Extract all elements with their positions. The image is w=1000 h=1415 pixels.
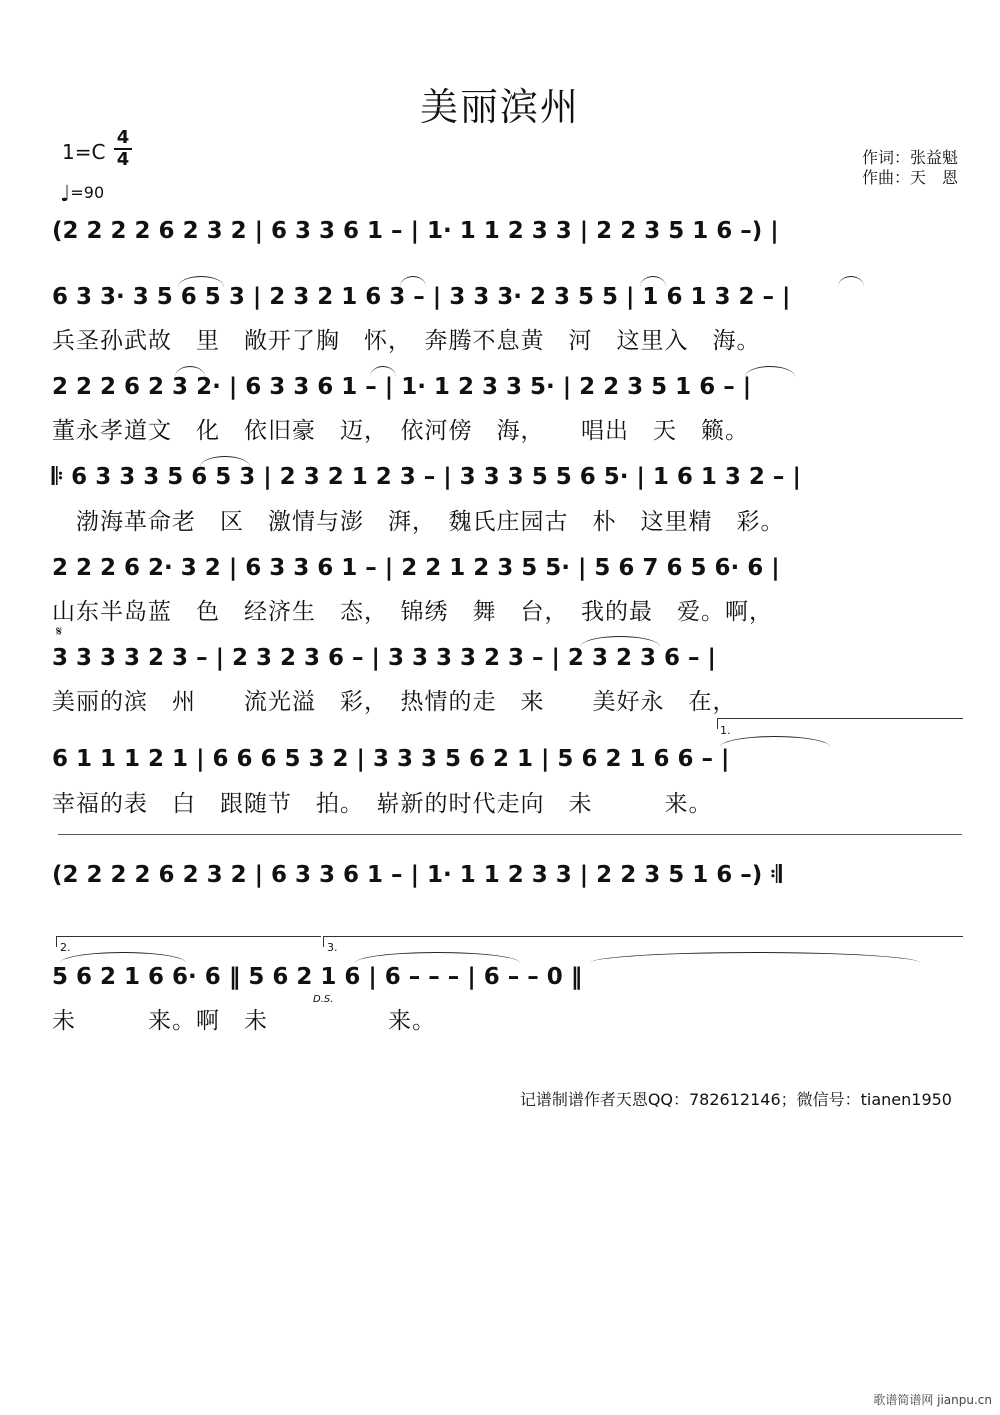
volta-1-bracket — [717, 718, 963, 729]
slur-mark — [640, 276, 666, 287]
segno-icon: 𝄋 — [56, 624, 63, 640]
score-row-6-lyrics: 美丽的滨 州 流光溢 彩， 热情的走 来 美好永 在， — [52, 689, 737, 715]
volta-3-bracket — [323, 936, 963, 947]
slur-mark — [580, 636, 660, 647]
score-row-6-notes: 3 3 3 3 2 3 – | 2 3 2 3 6 – | 3 3 3 3 2 3 – | 2 3 2 3 6 – | — [52, 645, 716, 671]
quarter-note-icon: ♩ — [60, 182, 71, 207]
volta-1-label: 1. — [720, 724, 731, 737]
score-row-3-notes: 2 2 2 6 2 3 2· | 6 3 3 6 1 – | 1· 1 2 3 3 5· | 2 2 3 5 1 6 – | — [52, 374, 752, 400]
slur-mark — [178, 276, 224, 287]
composer-credit: 作曲：天 恩 — [861, 168, 958, 187]
volta-3-label: 3. — [327, 941, 338, 954]
score-row-4-notes: 𝄆 6 3 3 3 5 6 5 3 | 2 3 2 1 2 3 – | 3 3 3 5 5 6 5· | 1 6 1 3 2 – | — [52, 464, 801, 490]
slur-mark — [355, 952, 520, 963]
tempo-marking — [60, 182, 104, 207]
slur-mark — [838, 276, 864, 287]
time-signature-bottom: 4 — [116, 149, 130, 170]
slur-mark — [60, 952, 186, 963]
page-title: 美丽滨州 — [419, 85, 580, 129]
score-row-2-lyrics: 兵圣孙武故 里 敞开了胸 怀， 奔腾不息黄 河 这里入 海。 — [52, 328, 761, 354]
score-row-8-notes: (2 2 2 2 6 2 3 2 | 6 3 3 6 1 – | 1· 1 1 2 3 3 | 2 2 3 5 1 6 –) 𝄇 — [52, 862, 782, 888]
score-row-7-lyrics: 幸福的表 白 跟随节 拍。 崭新的时代走向 未 来。 — [52, 791, 713, 817]
da-segno-marking: D.S. — [313, 994, 334, 1005]
time-signature-top: 4 — [116, 127, 130, 148]
slur-mark — [590, 952, 920, 963]
section-divider — [58, 834, 962, 835]
slur-mark — [400, 276, 426, 287]
score-row-7-notes: 6 1 1 1 2 1 | 6 6 6 5 3 2 | 3 3 3 5 6 2 1 | 5 6 2 1 6 6 – | — [52, 746, 730, 772]
slur-mark — [720, 736, 830, 747]
score-row-3-lyrics: 董永孝道文 化 依旧豪 迈， 依河傍 海， 唱出 天 籁。 — [52, 418, 749, 444]
score-row-2-notes: 6 3 3· 3 5 6 5 3 | 2 3 2 1 6 3 – | 3 3 3· 2 3 5 5 | 1 6 1 3 2 – | — [52, 284, 791, 310]
score-row-5-lyrics: 山东半岛蓝 色 经济生 态， 锦绣 舞 台， 我的最 爱。啊， — [52, 599, 773, 625]
score-row-4-lyrics: 渤海革命老 区 激情与澎 湃， 魏氏庄园古 朴 这里精 彩。 — [52, 509, 785, 535]
score-row-1-notes: (2 2 2 2 6 2 3 2 | 6 3 3 6 1 – | 1· 1 1 2 3 3 | 2 2 3 5 1 6 –) | — [52, 218, 779, 244]
site-watermark: 歌谱简谱网 jianpu.cn — [873, 1393, 992, 1407]
tempo-value: =90 — [70, 183, 105, 202]
volta-2-bracket — [56, 936, 321, 947]
lyricist-credit: 作词：张益魁 — [861, 148, 958, 167]
slur-mark — [745, 366, 795, 377]
slur-mark — [175, 366, 205, 377]
slur-mark — [370, 366, 396, 377]
key-signature: 1=C — [62, 140, 106, 164]
score-row-9-notes: 5 6 2 1 6 6· 6 ‖ 5 6 2 1 6 | 6 – – – | 6 – – 0 ‖ — [52, 964, 583, 990]
slur-mark — [200, 456, 250, 467]
time-signature — [114, 128, 132, 170]
score-row-9-lyrics: 未 来。啊 未 来。 — [52, 1008, 436, 1034]
volta-2-label: 2. — [60, 941, 71, 954]
score-row-5-notes: 2 2 2 6 2· 3 2 | 6 3 3 6 1 – | 2 2 1 2 3 5 5· | 5 6 7 6 5 6· 6 | — [52, 555, 780, 581]
transcriber-credit: 记谱制谱作者天恩QQ：782612146；微信号：tianen1950 — [519, 1090, 952, 1109]
